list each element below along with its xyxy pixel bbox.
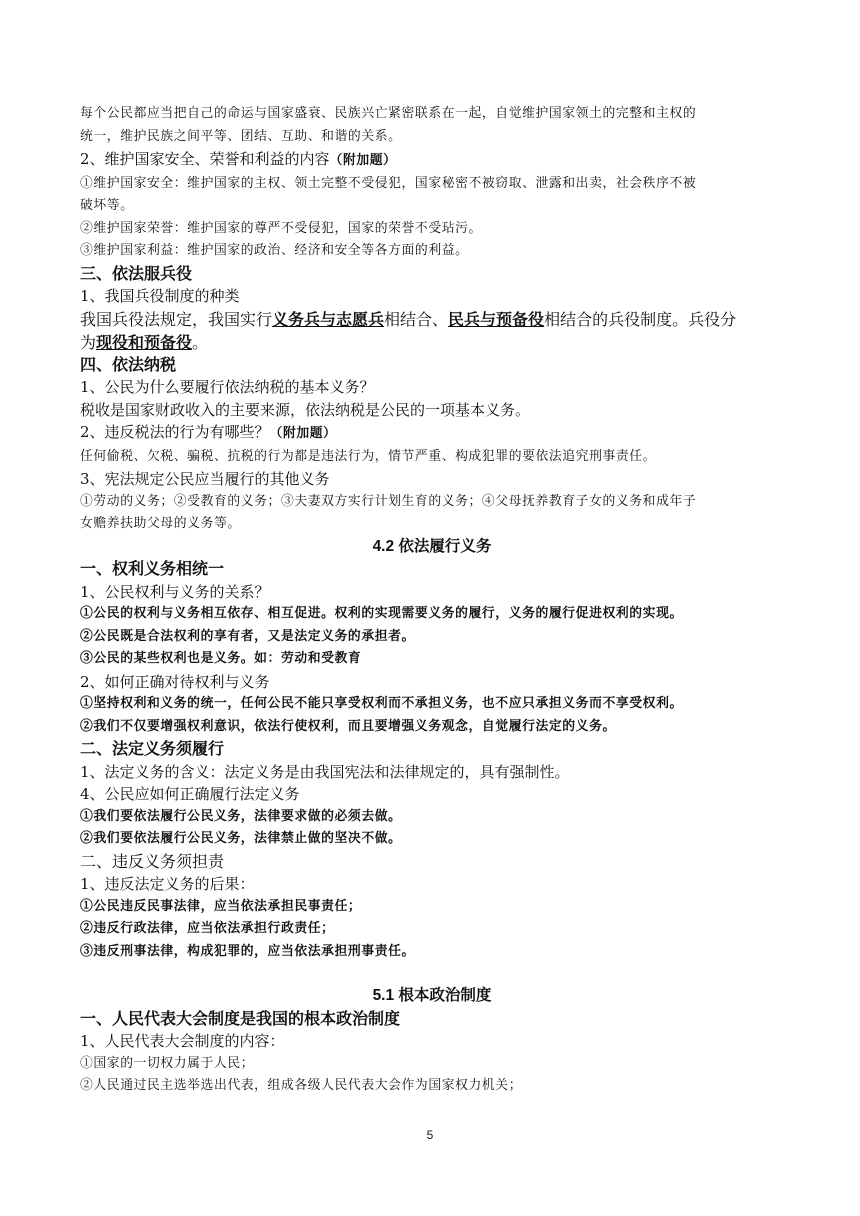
section-heading: 三、依法服兵役 xyxy=(80,263,193,283)
text-run: 。 xyxy=(192,332,209,352)
paragraph-line: ②人民通过民主选举选出代表，组成各级人民代表大会作为国家权力机关； xyxy=(80,1078,523,1093)
subheading: 1、我国兵役制度的种类 xyxy=(80,287,240,305)
paragraph-line: ③公民的某些权利也是义务。如：劳动和受教育 xyxy=(80,651,362,666)
subheading-text: 2、维护国家安全、荣誉和利益的内容 xyxy=(80,150,330,168)
subheading: 1、违反法定义务的后果： xyxy=(80,875,255,893)
subheading xyxy=(80,148,784,173)
bonus-tag: （附加题） xyxy=(269,426,337,441)
paragraph-line: ②我们要依法履行公民义务，法律禁止做的坚决不做。 xyxy=(80,831,402,846)
subheading: 1、人民代表大会制度的内容： xyxy=(80,1032,285,1050)
paragraph-line: 女赡养扶助父母的义务等。 xyxy=(80,516,241,531)
chapter-title: 5.1 根本政治制度 xyxy=(372,987,492,1004)
key-term: 民兵与预备役 xyxy=(448,309,545,329)
text-run: 相结合、 xyxy=(384,309,449,329)
paragraph-line: ①公民违反民事法律，应当依法承担民事责任； xyxy=(80,898,362,914)
key-term: 现役和预备役 xyxy=(96,332,193,352)
paragraph-line: 统一，维护民族之间平等、团结、互助、和谐的关系。 xyxy=(80,128,402,144)
paragraph-line: ③维护国家利益：维护国家的政治、经济和安全等各方面的利益。 xyxy=(80,243,469,258)
text-run: 相结合的兵役制度。兵役分 xyxy=(544,309,737,329)
page-number: 5 xyxy=(426,1128,434,1142)
key-term: 义务兵与志愿兵 xyxy=(272,309,385,329)
paragraph-line: 税收是国家财政收入的主要来源，依法纳税是公民的一项基本义务。 xyxy=(80,400,531,419)
subheading xyxy=(80,421,784,446)
subheading: 4、公民应如何正确履行法定义务 xyxy=(80,785,300,803)
paragraph-line: ②维护国家荣誉：维护国家的尊严不受侵犯，国家的荣誉不受玷污。 xyxy=(80,220,482,236)
document-body xyxy=(80,103,784,1098)
paragraph-line: ②公民既是合法权利的享有者，又是法定义务的承担者。 xyxy=(80,628,415,644)
subheading-text: 2、违反税法的行为有哪些？ xyxy=(80,423,270,441)
subheading: 3、宪法规定公民应当履行的其他义务 xyxy=(80,470,330,488)
section-heading: 二、违反义务须担责 xyxy=(80,851,225,871)
section-heading: 二、法定义务须履行 xyxy=(80,739,225,758)
subheading: 1、法定义务的含义：法定义务是由我国宪法和法律规定的，具有强制性。 xyxy=(80,762,570,781)
paragraph-line: ①公民的权利与义务相互依存、相互促进。权利的实现需要义务的履行，义务的履行促进权利的实现。 xyxy=(80,606,683,621)
paragraph-line: ①我们要依法履行公民义务，法律要求做的必须去做。 xyxy=(80,808,402,824)
paragraph xyxy=(80,308,784,354)
paragraph-line: ①劳动的义务；②受教育的义务；③夫妻双方实行计划生育的义务；④父母抚养教育子女的义务和成年子 xyxy=(80,493,697,509)
section-heading: 四、依法纳税 xyxy=(80,354,177,374)
subheading: 1、公民为什么要履行依法纳税的基本义务？ xyxy=(80,378,375,396)
text-run: 我国兵役法规定，我国实行 xyxy=(80,309,273,329)
paragraph-line: ①国家的一切权力属于人民； xyxy=(80,1055,255,1071)
subheading: 1、公民权利与义务的关系？ xyxy=(80,582,270,601)
chapter-title: 4.2 依法履行义务 xyxy=(372,537,492,555)
paragraph-line: 任何偷税、欠税、骗税、抗税的行为都是违法行为，情节严重、构成犯罪的要依法追究刑事责任。 xyxy=(80,448,657,464)
paragraph-line: ①坚持权利和义务的统一，任何公民不能只享受权利而不承担义务，也不应只承担义务而不享受权利。 xyxy=(80,696,683,711)
subheading: 2、如何正确对待权利与义务 xyxy=(80,672,270,691)
bonus-tag: （附加题） xyxy=(329,153,397,168)
paragraph-line: ③违反刑事法律，构成犯罪的，应当依法承担刑事责任。 xyxy=(80,943,415,959)
paragraph-line: 每个公民都应当把自己的命运与国家盛衰、民族兴亡紧密联系在一起，自觉维护国家领土的完整和主权的 xyxy=(80,106,697,121)
paragraph-line: ②违反行政法律，应当依法承担行政责任； xyxy=(80,921,335,936)
text-run: 为 xyxy=(80,332,97,352)
paragraph-line: ①维护国家安全：维护国家的主权、领土完整不受侵犯，国家秘密不被窃取、泄露和出卖，社会秩序不被 xyxy=(80,175,697,191)
section-heading: 一、权利义务相统一 xyxy=(80,559,225,578)
section-heading: 一、人民代表大会制度是我国的根本政治制度 xyxy=(80,1008,401,1028)
paragraph-line: ②我们不仅要增强权利意识，依法行使权利，而且要增强义务观念，自觉履行法定的义务。 xyxy=(80,718,616,734)
paragraph-line: 破坏等。 xyxy=(80,198,134,213)
